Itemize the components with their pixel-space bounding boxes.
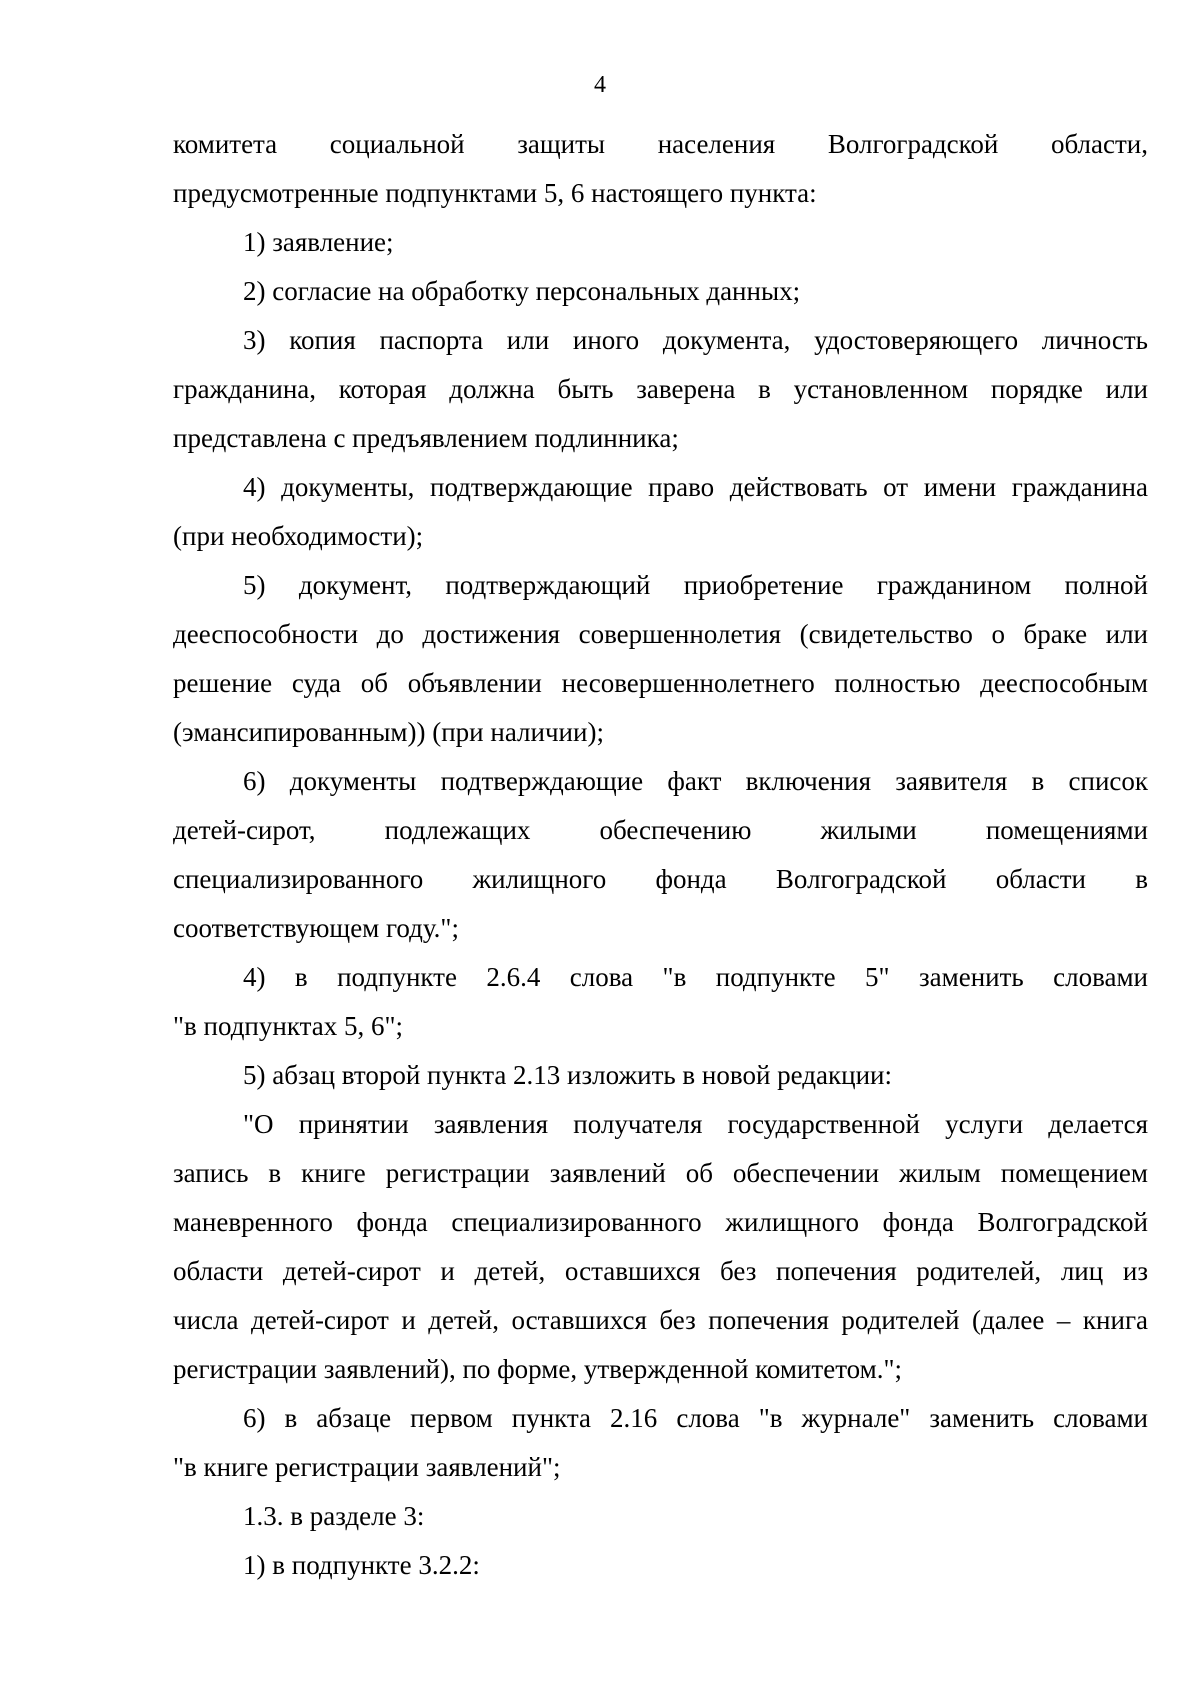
paragraph-p1 — [173, 218, 1148, 267]
text-line: 5) абзац второй пункта 2.13 изложить в новой редакции: — [243, 1060, 892, 1090]
paragraph-p5 — [173, 561, 1148, 757]
paragraph-p7 — [173, 953, 1148, 1051]
text-line: детей-сирот, подлежащих обеспечению жилыми помещениями — [173, 815, 1148, 845]
text-line: 1) в подпункте 3.2.2: — [243, 1550, 480, 1580]
text-line: предусмотренные подпунктами 5, 6 настоящего пункта: — [173, 178, 817, 208]
paragraph-p12 — [173, 1541, 1148, 1590]
paragraph-p6 — [173, 757, 1148, 953]
text-line: 2) согласие на обработку персональных данных; — [243, 276, 801, 306]
text-line: 4) в подпункте 2.6.4 слова "в подпункте 5" заменить словами — [243, 962, 1148, 992]
paragraph-p4 — [173, 463, 1148, 561]
text-line: (при необходимости); — [173, 521, 424, 551]
text-line: 5) документ, подтверждающий приобретение гражданином полной — [243, 570, 1148, 600]
text-line: соответствующем году."; — [173, 913, 459, 943]
document-body — [173, 120, 1148, 1590]
text-line: 1) заявление; — [243, 227, 394, 257]
paragraph-p0 — [173, 120, 1148, 218]
paragraph-p9 — [173, 1100, 1148, 1394]
text-line: 1.3. в разделе 3: — [243, 1501, 425, 1531]
paragraph-p3 — [173, 316, 1148, 463]
text-line: 4) документы, подтверждающие право действовать от имени гражданина — [243, 472, 1148, 502]
text-line: 3) копия паспорта или иного документа, удостоверяющего личность — [243, 325, 1148, 355]
paragraph-p2 — [173, 267, 1148, 316]
text-line: "в книге регистрации заявлений"; — [173, 1452, 561, 1482]
text-line: запись в книге регистрации заявлений об обеспечении жилым помещением — [173, 1158, 1148, 1188]
text-line: "в подпунктах 5, 6"; — [173, 1011, 403, 1041]
page-number: 4 — [594, 72, 606, 98]
text-line: числа детей-сирот и детей, оставшихся без попечения родителей (далее – книга — [173, 1305, 1148, 1335]
text-line: регистрации заявлений), по форме, утвержденной комитетом."; — [173, 1354, 902, 1384]
text-line: гражданина, которая должна быть заверена в установленном порядке или — [173, 374, 1148, 404]
text-line: "О принятии заявления получателя государственной услуги делается — [243, 1109, 1148, 1139]
text-line: комитета социальной защиты населения Волгоградской области, — [173, 129, 1148, 159]
text-line: 6) документы подтверждающие факт включения заявителя в список — [243, 766, 1148, 796]
text-line: области детей-сирот и детей, оставшихся без попечения родителей, лиц из — [173, 1256, 1148, 1286]
text-line: (эмансипированным)) (при наличии); — [173, 717, 604, 747]
paragraph-p11 — [173, 1492, 1148, 1541]
text-line: решение суда об объявлении несовершеннолетнего полностью дееспособным — [173, 668, 1148, 698]
text-line: представлена с предъявлением подлинника; — [173, 423, 679, 453]
text-line: 6) в абзаце первом пункта 2.16 слова "в журнале" заменить словами — [243, 1403, 1148, 1433]
paragraph-p8 — [173, 1051, 1148, 1100]
text-line: дееспособности до достижения совершеннолетия (свидетельство о браке или — [173, 619, 1148, 649]
text-line: маневренного фонда специализированного жилищного фонда Волгоградской — [173, 1207, 1148, 1237]
paragraph-p10 — [173, 1394, 1148, 1492]
text-line: специализированного жилищного фонда Волгоградской области в — [173, 864, 1148, 894]
